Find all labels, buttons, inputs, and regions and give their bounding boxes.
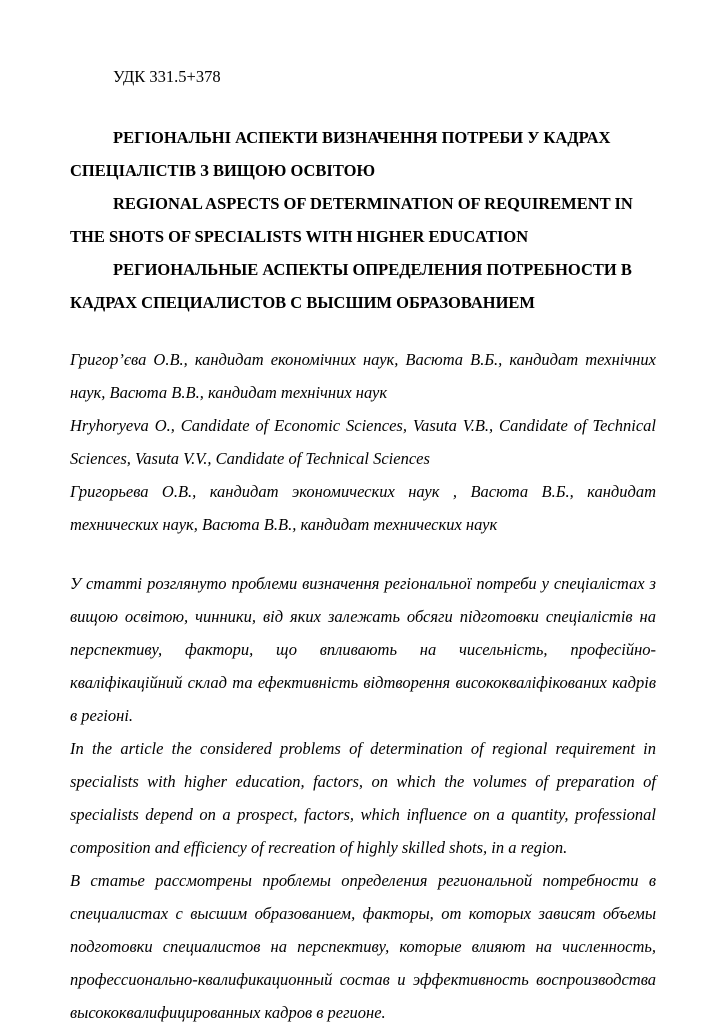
authors-russian: Григорьева О.В., кандидат экономических наук , Васюта В.Б., кандидат технических наук, Васюта В.В., кандидат технических наук: [70, 482, 656, 534]
abstract-english: In the article the considered problems of determination of regional requirement in specialists with higher education, factors, on which the volumes of preparation of specialists depend on a prospect, factors, which influence on a quantity, professional composition and efficiency of recreation of highly skilled shots, in a region.: [70, 739, 656, 857]
authors-ukrainian: Григор’єва О.В., кандидат економічних наук, Васюта В.Б., кандидат технічних наук, Васюта В.В., кандидат технічних наук: [70, 350, 656, 402]
title-english: REGIONAL ASPECTS OF DETERMINATION OF REQUIREMENT IN THE SHOTS OF SPECIALISTS WITH HIGHER EDUCATION: [70, 194, 633, 246]
title-block: [70, 121, 656, 319]
title-ukrainian: РЕГІОНАЛЬНІ АСПЕКТИ ВИЗНАЧЕННЯ ПОТРЕБИ У КАДРАХ СПЕЦІАЛІСТІВ З ВИЩОЮ ОСВІТОЮ: [70, 128, 611, 180]
abstract-block: [70, 567, 656, 1024]
authors-english: Hryhoryeva O., Candidate of Economic Sciences, Vasuta V.B., Candidate of Technical Sciences, Vasuta V.V., Candidate of Technical Sciences: [70, 416, 656, 468]
authors-block: [70, 343, 656, 541]
udc-number: УДК 331.5+378: [113, 67, 221, 86]
abstract-ukrainian: У статті розглянуто проблеми визначення регіональної потреби у спеціалістах з вищою освітою, чинники, від яких залежать обсяги підготовки спеціалістів на перспективу, фактори, що впливають на чисельність, професійно-кваліфікаційний склад та ефективність відтворення висококваліфікованих кадрів в регіоні.: [70, 574, 656, 725]
title-russian: РЕГИОНАЛЬНЫЕ АСПЕКТЫ ОПРЕДЕЛЕНИЯ ПОТРЕБНОСТИ В КАДРАХ СПЕЦИАЛИСТОВ С ВЫСШИМ ОБРАЗОВАНИЕМ: [70, 260, 632, 312]
abstract-russian: В статье рассмотрены проблемы определения региональной потребности в специалистах с высшим образованием, факторы, от которых зависят объемы подготовки специалистов на перспективу, которые влияют на численность, профессионально-квалификационный состав и эффективность воспроизводства высококвалифицированных кадров в регионе.: [70, 871, 656, 1022]
